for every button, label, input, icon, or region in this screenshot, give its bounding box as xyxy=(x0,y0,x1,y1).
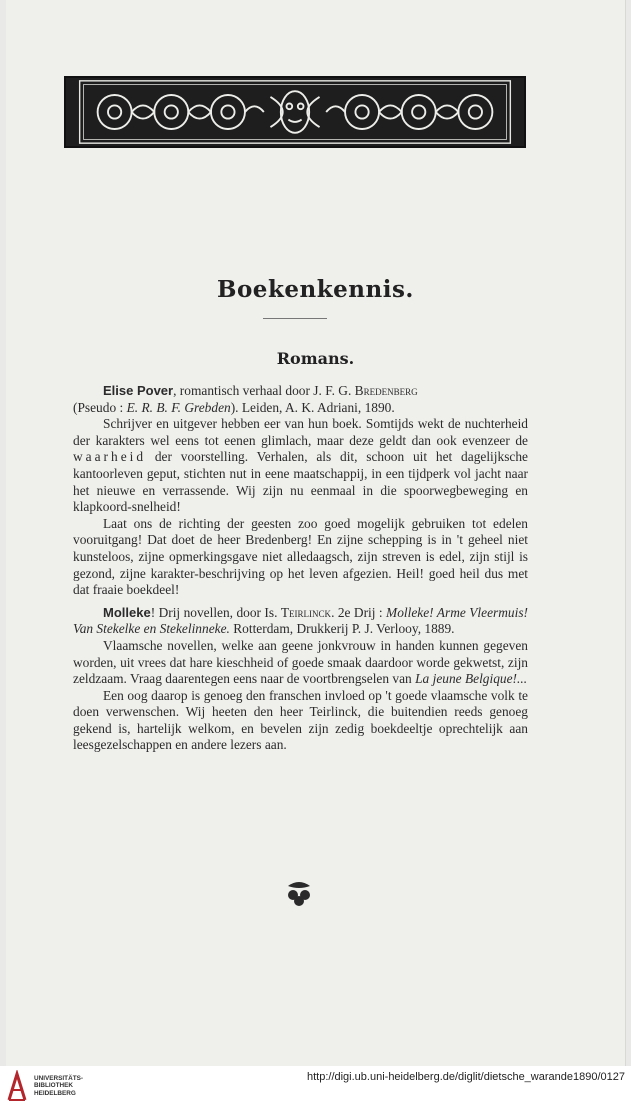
review2-citation-text: ! Drij novellen, door Is. xyxy=(150,604,281,620)
review2-paragraph-1 xyxy=(73,638,528,688)
review1-para1-end: der voorstelling. Verhalen, als dit, schoon uit het dagelijksche kantoorleven geput, stichten nut in eene maatschappij, in een tijdperk vol jacht naar het nieuwe en verrassende. Wij zijn nu eenmaal in die spoorwegbeweging en klapkoord-snelheid! xyxy=(73,449,528,515)
review2-works: Molleke! Arme Vleermuis! Van Stekelke en Stekelinneke. xyxy=(73,604,528,637)
review2-edition: . 2e Drij : xyxy=(331,604,387,620)
review2-author: Teirlinck xyxy=(280,604,332,620)
permalink-url[interactable]: http://digi.ub.uni-heidelberg.de/diglit/dietsche_warande1890/0127 xyxy=(306,1071,625,1083)
section-heading: Romans. xyxy=(276,349,355,368)
review2-para1-text: Vlaamsche novellen, welke aan geene jonkvrouw in handen kunnen gegeven worden, uit vrees dat hare kieschheid of goede smaak daardoor worde gekwetst, zijn zeldzaam. Vraag daarentegen eens naar de voortbrengselen van xyxy=(73,637,528,687)
review2-citation xyxy=(73,605,528,638)
ornament-pattern-icon xyxy=(66,78,524,146)
review1-citation xyxy=(73,383,528,400)
review1-title: Elise Pover xyxy=(103,383,174,398)
review2-journal: La jeune Belgique!... xyxy=(415,671,528,687)
review1-paragraph-1 xyxy=(73,416,528,516)
page-title: Boekenkennis. xyxy=(217,276,414,303)
logo-line-3: HEIDELBERG xyxy=(34,1089,76,1097)
review1-pseudonym: E. R. B. F. Grebden xyxy=(126,399,231,415)
fleuron-icon xyxy=(284,880,314,906)
university-library-logo-icon[interactable] xyxy=(6,1070,28,1104)
review1-pseudonym-line xyxy=(73,400,528,417)
library-logo-text xyxy=(34,1075,83,1097)
review1-publisher: ). Leiden, A. K. Adriani, 1890. xyxy=(230,399,395,415)
logo-line-1: UNIVERSITÄTS- xyxy=(34,1075,83,1082)
logo-line-2: BIBLIOTHEK xyxy=(34,1082,74,1090)
review2-title: Molleke xyxy=(103,604,151,620)
review1-emphasis: waarheid xyxy=(73,449,147,465)
review1-citation-text: , romantisch verhaal door J. F. G. xyxy=(173,383,355,398)
review1-para1-text: Schrijver en uitgever hebben eer van hun boek. Somtijds wekt de nuchterheid der karakters wel eens tot eenen glimlach, maar deze geldt dan ook evenzeer de xyxy=(73,416,528,448)
review1-author: Bredenberg xyxy=(354,383,418,398)
pseudo-open: (Pseudo : xyxy=(73,399,127,415)
title-divider xyxy=(263,318,327,319)
article-body xyxy=(73,383,528,754)
review2-publisher: Rotterdam, Drukkerij P. J. Verlooy, 1889. xyxy=(229,621,455,637)
review1-paragraph-2: Laat ons de richting der geesten zoo goed mogelijk gebruiken tot edelen vooruitgang! Dat doet de heer Bredenberg! En zijne schepping is in 't geheel niet kunsteloos, zijne opmerkingsgave niet alledaagsch, zijn streven is edel, zijn stijl is gezond, zijne karakter-beschrijving op het leven afgezien. Heil! goed heil dus met dat fraaie boekdeel! xyxy=(73,515,528,598)
decorative-ornament-band xyxy=(64,76,526,148)
review2-paragraph-2: Een oog daarop is genoeg den franschen invloed op 't goede vlaamsche volk te doen verwenschen. Wij heeten den heer Teirlinck, die buitendien reeds genoeg gekend is, hartelijk welkom, en bevelen zijn zedig boekdeeltje oprechtelijk aan leesgezelschappen en andere lezers aan. xyxy=(73,687,528,753)
